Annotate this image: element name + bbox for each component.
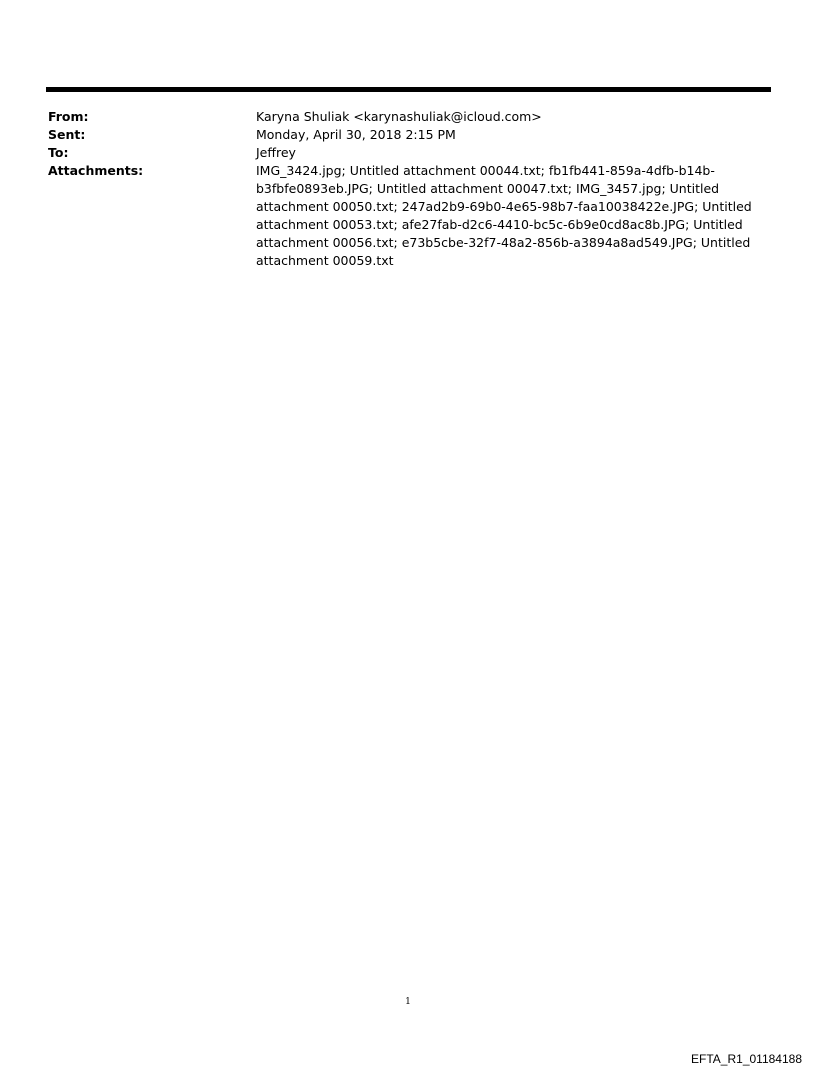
from-value: Karyna Shuliak <karynashuliak@icloud.com>: [256, 109, 542, 124]
from-label: From:: [48, 109, 89, 124]
document-id: EFTA_R1_01184188: [691, 1052, 802, 1066]
header-divider-rule: [46, 87, 771, 92]
email-header-table: [48, 108, 768, 270]
attachments-value: IMG_3424.jpg; Untitled attachment 00044.txt; fb1fb441-859a-4dfb-b14b-b3fbfe0893eb.JPG; Untitled attachment 00047.txt; IMG_3457.jpg; Untitled attachment 00050.txt; 247ad2b9-69b0-4e65-98b7-faa10038422e.JPG; Untitled attachment 00053.txt; afe27fab-d2c6-4410-bc5c-6b9e0cd8ac8b.JPG; Untitled attachment 00056.txt; e73b5cbe-32f7-48a2-856b-a3894a8ad549.JPG; Untitled attachment 00059.txt: [256, 163, 752, 268]
sent-row: [48, 126, 768, 144]
attachments-label: Attachments:: [48, 163, 144, 178]
sent-value: Monday, April 30, 2018 2:15 PM: [256, 127, 456, 142]
attachments-row: [48, 162, 768, 270]
sent-label: Sent:: [48, 127, 86, 142]
to-row: [48, 144, 768, 162]
from-row: [48, 108, 768, 126]
to-label: To:: [48, 145, 69, 160]
to-value: Jeffrey: [256, 145, 296, 160]
page-number: 1: [405, 997, 411, 1007]
